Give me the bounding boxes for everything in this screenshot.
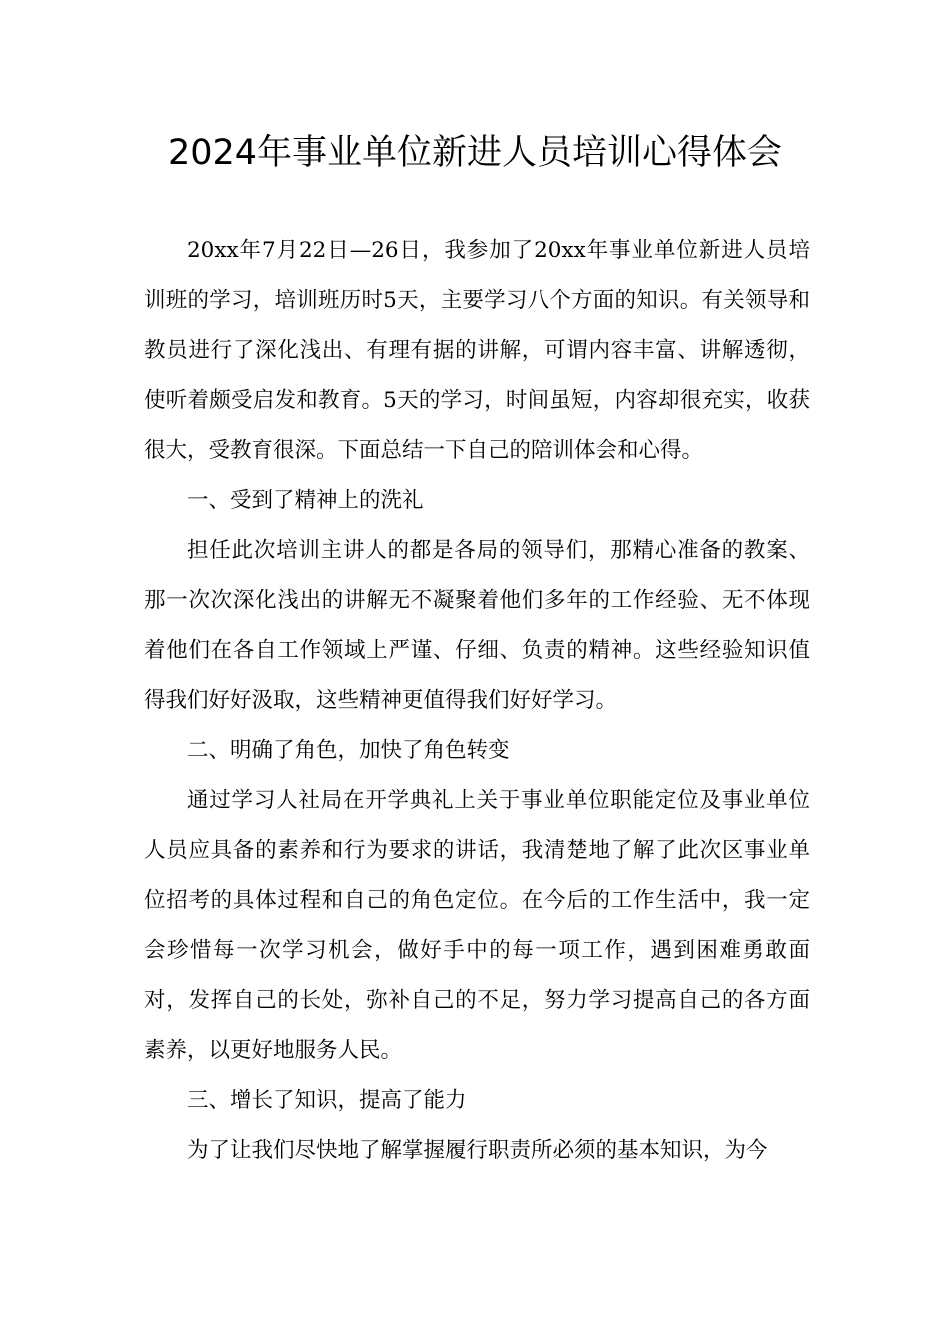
paragraph-intro: 20xx年7月22日—26日，我参加了20xx年事业单位新进人员培训班的学习，培训班历时5天，主要学习八个方面的知识。有关领导和教员进行了深化浅出、有理有据的讲解，可谓内容丰富、讲解透彻，使听着颇受启发和教育。5天的学习，时间虽短，内容却很充实，收获很大，受教育很深。下面总结一下自己的陪训体会和心得。 bbox=[144, 238, 810, 463]
section-heading-1: 一、受到了精神上的洗礼 bbox=[187, 488, 424, 513]
paragraph-section-2: 通过学习人社局在开学典礼上关于事业单位职能定位及事业单位人员应具备的素养和行为要求的讲话，我清楚地了解了此次区事业单位招考的具体过程和自己的角色定位。在今后的工作生活中，我一定会珍惜每一次学习机会，做好手中的每一项工作，遇到困难勇敢面对，发挥自己的长处，弥补自己的不足，努力学习提高自己的各方面素养，以更好地服务人民。 bbox=[144, 788, 810, 1063]
paragraph-section-1: 担任此次培训主讲人的都是各局的领导们，那精心准备的教案、那一次次深化浅出的讲解无不凝聚着他们多年的工作经验、无不体现着他们在各自工作领域上严谨、仔细、负责的精神。这些经验知识值得我们好好汲取，这些精神更值得我们好好学习。 bbox=[144, 538, 810, 713]
paragraph-section-3: 为了让我们尽快地了解掌握履行职责所必须的基本知识，为今 bbox=[187, 1138, 768, 1163]
section-heading-2: 二、明确了角色，加快了角色转变 bbox=[187, 738, 510, 763]
document-body bbox=[144, 226, 810, 1176]
section-heading-3: 三、增长了知识，提高了能力 bbox=[187, 1088, 467, 1113]
document-title: 2024年事业单位新进人员培训心得体会 bbox=[167, 133, 783, 173]
